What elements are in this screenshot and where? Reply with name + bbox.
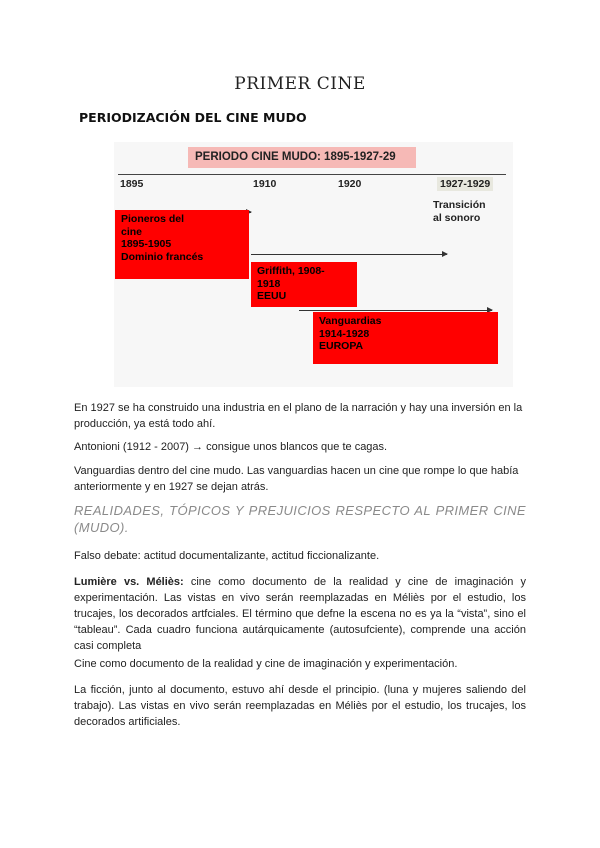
page-title: PRIMER CINE <box>234 74 366 94</box>
timeline-banner: PERIODO CINE MUDO: 1895-1927-29 <box>188 147 416 168</box>
period-box-pioneros: Pioneros del cine 1895-1905 Dominio francés <box>115 210 249 279</box>
year-label-1927-1929: 1927-1929 <box>437 178 493 190</box>
year-label-1910: 1910 <box>253 178 277 190</box>
paragraph-industria: En 1927 se ha construido una industria en el plano de la narración y hay una inversión en la producción, ya está todo ahí. <box>74 402 523 430</box>
paragraph-lumiere-melies: Lumière vs. Méliès: cine como documento de la realidad y cine de imaginación y experimentación. Las vistas en vivo serán reemplazadas en Méliès por el estudio, los trucajes, los decorados artfciales. El término que defne la escena no es ya la “vista”, sino el “tableau”. Cada cuadro funciona autárquicamente (autosufciente), comprende una acción casi completa <box>74 576 526 652</box>
paragraph-antonioni: Antonioni (1912 - 2007) → consigue unos blancos que te cagas. <box>74 441 388 453</box>
paragraph-cine-documento: Cine como documento de la realidad y cine de imaginación y experimentación. <box>74 658 458 670</box>
timeline-axis <box>118 174 506 175</box>
section-heading: PERIODIZACIÓN DEL CINE MUDO <box>79 110 307 125</box>
year-label-1920: 1920 <box>338 178 362 190</box>
timeline-figure <box>114 142 513 387</box>
paragraph-ficcion: La ficción, junto al documento, estuvo ahí desde el principio. (luna y mujeres saliendo del trabajo). Las vistas en vivo serán reemplazadas en Méliès por el estudio, los trucajes, los decorados artificiales. <box>74 684 526 728</box>
arrow-griffith <box>251 254 447 255</box>
year-label-1895: 1895 <box>120 178 144 190</box>
paragraph-falso-debate: Falso debate: actitud documentalizante, actitud ficcionalizante. <box>74 550 380 562</box>
arrow-vanguardias <box>299 310 492 311</box>
period-box-vanguardias: Vanguardias 1914-1928 EUROPA <box>313 312 498 364</box>
transition-label: Transición al sonoro <box>433 199 486 224</box>
paragraph-vanguardias: Vanguardias dentro del cine mudo. Las vanguardias hacen un cine que rompe lo que había anteriormente y en 1927 se dejan atrás. <box>74 465 519 493</box>
subsection-heading: REALIDADES, TÓPICOS Y PREJUICIOS RESPECTO AL PRIMER CINE (MUDO). <box>74 503 526 535</box>
period-box-griffith: Griffith, 1908- 1918 EEUU <box>251 262 357 307</box>
